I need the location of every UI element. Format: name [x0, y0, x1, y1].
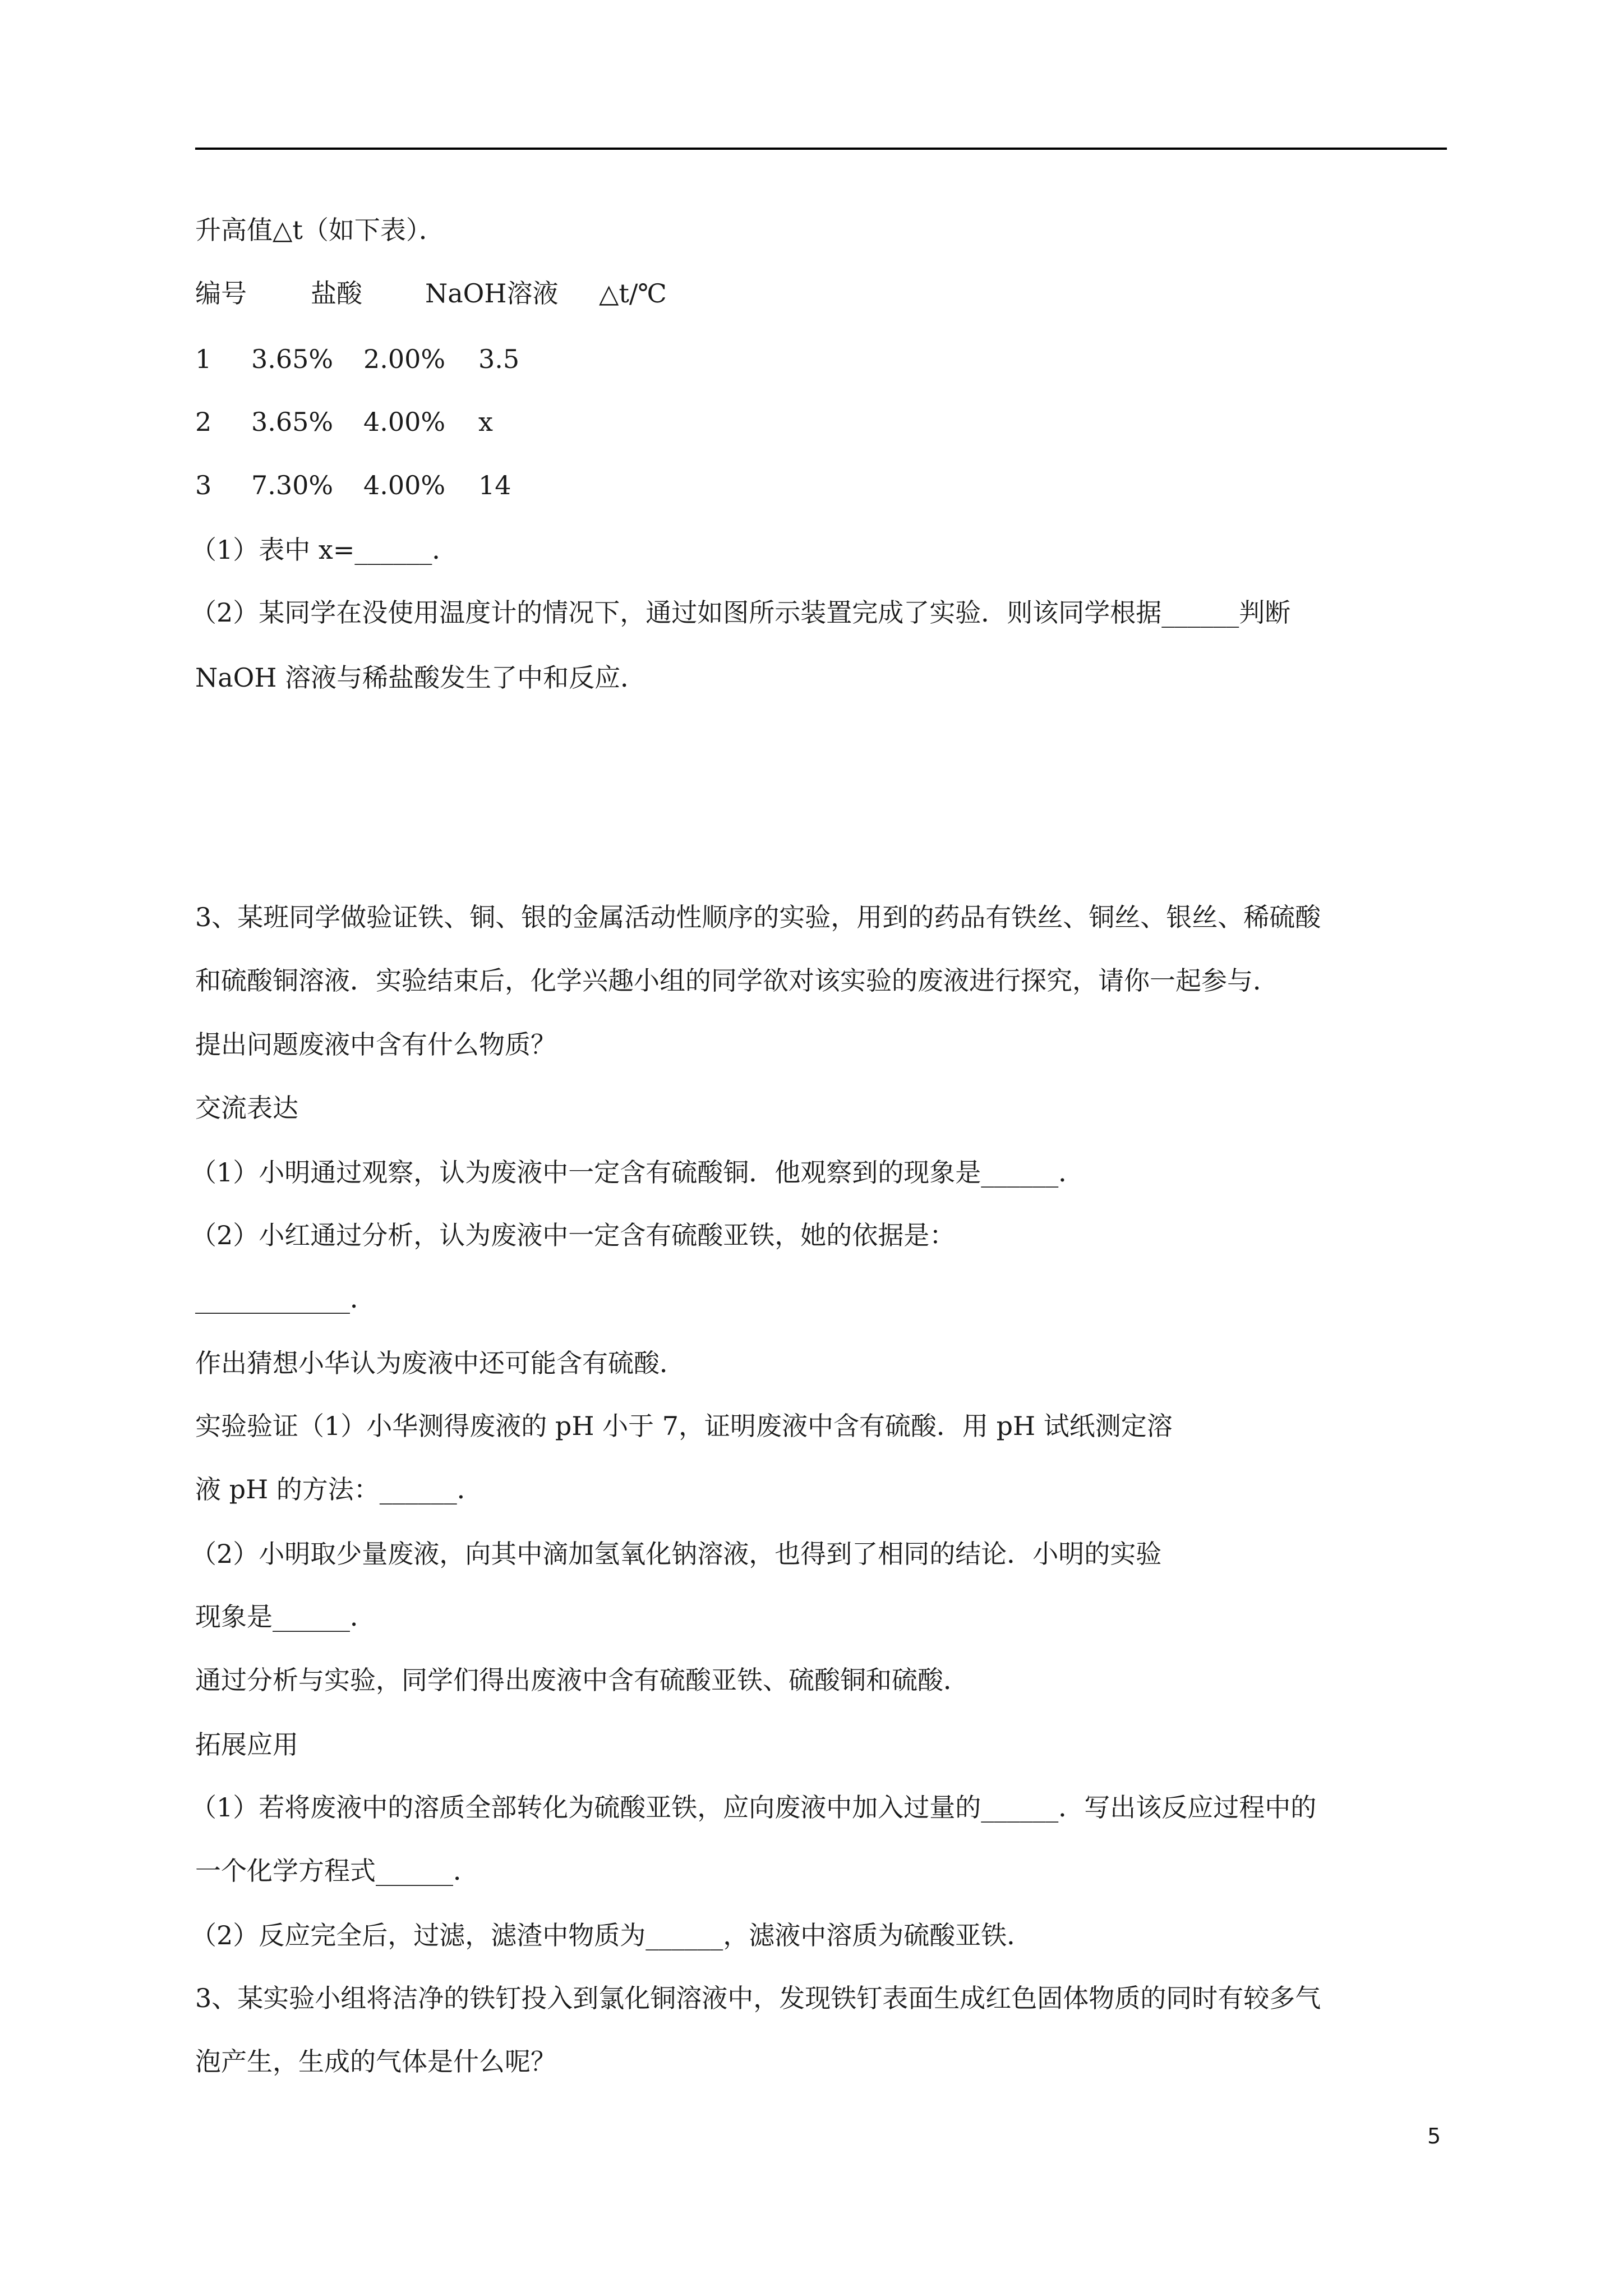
text-line: 液 pH 的方法：______． — [195, 1474, 483, 1504]
table-cell: x — [478, 407, 493, 437]
text-line: ____________． — [195, 1283, 376, 1314]
text-line: （2）反应完全后，过滤，滤渣中物质为______，滤液中溶质为硫酸亚铁． — [191, 1920, 1033, 1950]
question-3-line: 3、某班同学做验证铁、铜、银的金属活动性顺序的实验，用到的药品有铁丝、铜丝、银丝、稀硫酸 — [195, 902, 1321, 932]
table-cell: 3.65% — [251, 344, 334, 374]
text-line: 通过分析与实验，同学们得出废液中含有硫酸亚铁、硫酸铜和硫酸． — [195, 1665, 969, 1695]
table-cell: 3.5 — [478, 344, 520, 374]
text-line: 现象是______． — [195, 1602, 376, 1632]
text-line: 提出问题废液中含有什么物质？ — [195, 1029, 556, 1060]
text-line: （1）小明通过观察，认为废液中一定含有硫酸铜．他观察到的现象是______． — [191, 1157, 1085, 1188]
table-header-cell: △t/℃ — [599, 278, 667, 309]
table-header-cell: NaOH溶液 — [425, 278, 559, 309]
text-line: 实验验证（1）小华测得废液的 pH 小于 7，证明废液中含有硫酸．用 pH 试纸测定溶 — [195, 1411, 1173, 1441]
table-cell: 2.00% — [363, 344, 446, 374]
table-row — [195, 342, 519, 376]
page-number: 5 — [1427, 2124, 1441, 2148]
section-heading: 交流表达 — [195, 1093, 298, 1123]
section-heading: 拓展应用 — [195, 1729, 298, 1760]
text-line: 升高值△t（如下表）． — [195, 215, 445, 245]
table-cell: 2 — [195, 407, 212, 437]
table-cell: 4.00% — [363, 470, 446, 500]
header-rule — [195, 148, 1447, 150]
text-line: （1）表中 x=______． — [191, 535, 458, 565]
table-row — [195, 468, 511, 502]
text-line: 一个化学方程式______． — [195, 1856, 479, 1886]
table-cell: 3.65% — [251, 407, 334, 437]
text-line: （2）某同学在没使用温度计的情况下，通过如图所示装置完成了实验．则该同学根据______判断 — [191, 597, 1291, 628]
table-header-row — [195, 277, 667, 310]
text-line: （2）小明取少量废液，向其中滴加氢氧化钠溶液，也得到了相同的结论．小明的实验 — [191, 1539, 1162, 1569]
table-header-cell: 盐酸 — [311, 278, 362, 309]
text-line: 和硫酸铜溶液．实验结束后，化学兴趣小组的同学欲对该实验的废液进行探究，请你一起参与． — [195, 965, 1279, 996]
text-line: 泡产生，生成的气体是什么呢？ — [195, 2046, 556, 2077]
table-cell: 14 — [478, 470, 511, 500]
table-cell: 7.30% — [251, 470, 334, 500]
table-row — [195, 405, 493, 439]
table-cell: 3 — [195, 470, 212, 500]
table-cell: 1 — [195, 344, 212, 374]
text-line: NaOH 溶液与稀盐酸发生了中和反应． — [195, 662, 647, 693]
table-header-cell: 编号 — [195, 278, 247, 309]
question-3b-line: 3、某实验小组将洁净的铁钉投入到氯化铜溶液中，发现铁钉表面生成红色固体物质的同时有较多气 — [195, 1983, 1321, 2013]
text-line: （1）若将废液中的溶质全部转化为硫酸亚铁，应向废液中加入过量的______．写出该反应过程中的 — [191, 1792, 1317, 1823]
table-cell: 4.00% — [363, 407, 446, 437]
text-line: 作出猜想小华认为废液中还可能含有硫酸． — [195, 1348, 685, 1378]
text-line: （2）小红通过分析，认为废液中一定含有硫酸亚铁，她的依据是： — [191, 1220, 956, 1250]
